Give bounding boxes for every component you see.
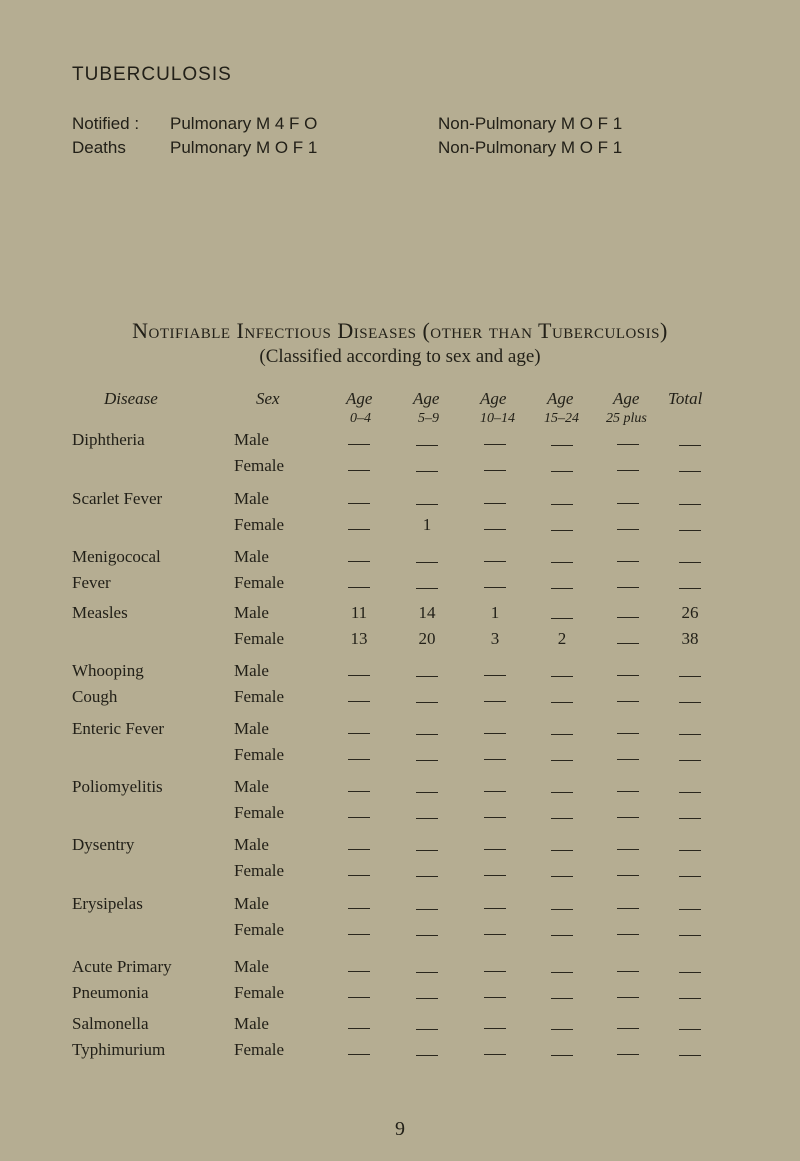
col-age-0-4-range: 0–4 [350, 411, 371, 426]
disease-label: Salmonella [72, 1014, 149, 1033]
empty-dash [617, 470, 639, 471]
empty-dash [348, 733, 370, 734]
section-heading: Notifiable Infectious Diseases (other than Tuberculosis) [132, 318, 668, 343]
empty-dash [416, 1029, 438, 1030]
col-age-0-4: Age [346, 389, 373, 408]
col-age-25-plus-range: 25 plus [606, 411, 647, 426]
empty-dash [617, 444, 639, 445]
col-age-15-24: Age [547, 389, 574, 408]
empty-dash [416, 818, 438, 819]
empty-dash [484, 444, 506, 445]
section-subheading: (Classified according to sex and age) [259, 346, 541, 367]
empty-dash [348, 908, 370, 909]
disease-label: Menigococal [72, 547, 161, 566]
empty-dash [348, 849, 370, 850]
empty-dash [416, 588, 438, 589]
empty-dash [551, 909, 573, 910]
empty-dash [484, 587, 506, 588]
empty-dash [679, 760, 701, 761]
empty-dash [348, 875, 370, 876]
age-value: 2 [557, 629, 567, 648]
empty-dash [348, 971, 370, 972]
empty-dash [348, 817, 370, 818]
empty-dash [348, 503, 370, 504]
age-value: 14 [418, 603, 436, 622]
empty-dash [416, 562, 438, 563]
notified-pulmonary: Pulmonary M 4 F O [170, 114, 318, 133]
empty-dash [617, 733, 639, 734]
empty-dash [484, 561, 506, 562]
disease-label: Dysentry [72, 835, 135, 854]
col-sex: Sex [256, 389, 280, 408]
empty-dash [484, 849, 506, 850]
empty-dash [679, 471, 701, 472]
empty-dash [348, 470, 370, 471]
empty-dash [348, 701, 370, 702]
empty-dash [348, 997, 370, 998]
empty-dash [416, 445, 438, 446]
empty-dash [617, 643, 639, 644]
empty-dash [484, 1054, 506, 1055]
sex-label-female: Female [234, 456, 285, 475]
empty-dash [679, 562, 701, 563]
disease-label: Whooping [72, 661, 144, 680]
empty-dash [416, 504, 438, 505]
sex-label-female: Female [234, 573, 285, 592]
sex-label-female: Female [234, 515, 285, 534]
empty-dash [551, 504, 573, 505]
empty-dash [617, 875, 639, 876]
col-age-15-24-range: 15–24 [544, 411, 579, 426]
disease-label: Cough [72, 687, 118, 706]
empty-dash [617, 908, 639, 909]
age-value: 11 [350, 603, 368, 622]
age-value: 1 [490, 603, 500, 622]
empty-dash [484, 817, 506, 818]
empty-dash [679, 676, 701, 677]
empty-dash [416, 850, 438, 851]
empty-dash [617, 529, 639, 530]
disease-label: Poliomyelitis [72, 777, 163, 796]
disease-label: Scarlet Fever [72, 489, 163, 508]
empty-dash [551, 876, 573, 877]
empty-dash [484, 997, 506, 998]
disease-label: Fever [72, 573, 111, 592]
empty-dash [617, 617, 639, 618]
sex-label-female: Female [234, 687, 285, 706]
total-value: 38 [681, 629, 699, 648]
col-age-10-14-range: 10–14 [480, 411, 515, 426]
empty-dash [551, 850, 573, 851]
empty-dash [416, 972, 438, 973]
empty-dash [679, 734, 701, 735]
empty-dash [416, 792, 438, 793]
sex-label-female: Female [234, 920, 285, 939]
sex-label-female: Female [234, 861, 285, 880]
empty-dash [484, 759, 506, 760]
page-number: 9 [395, 1118, 405, 1140]
empty-dash [348, 1028, 370, 1029]
notified-nonpulmonary: Non-Pulmonary M O F 1 [438, 114, 623, 133]
sex-label-female: Female [234, 1040, 285, 1059]
empty-dash [617, 587, 639, 588]
empty-dash [617, 701, 639, 702]
empty-dash [348, 759, 370, 760]
empty-dash [348, 791, 370, 792]
empty-dash [551, 588, 573, 589]
empty-dash [679, 1055, 701, 1056]
sex-label-female: Female [234, 983, 285, 1002]
disease-label: Pneumonia [72, 983, 149, 1002]
sex-label-male: Male [234, 603, 269, 622]
empty-dash [484, 503, 506, 504]
empty-dash [484, 1028, 506, 1029]
empty-dash [348, 1054, 370, 1055]
empty-dash [551, 676, 573, 677]
empty-dash [551, 445, 573, 446]
empty-dash [617, 561, 639, 562]
empty-dash [617, 1054, 639, 1055]
disease-label: Erysipelas [72, 894, 143, 913]
empty-dash [679, 909, 701, 910]
sex-label-male: Male [234, 547, 269, 566]
empty-dash [348, 675, 370, 676]
sex-label-male: Male [234, 719, 269, 738]
empty-dash [348, 561, 370, 562]
empty-dash [679, 935, 701, 936]
empty-dash [617, 1028, 639, 1029]
age-value: 3 [490, 629, 500, 648]
empty-dash [551, 562, 573, 563]
empty-dash [679, 702, 701, 703]
empty-dash [484, 675, 506, 676]
empty-dash [617, 503, 639, 504]
empty-dash [484, 934, 506, 935]
sex-label-male: Male [234, 661, 269, 680]
empty-dash [617, 997, 639, 998]
age-value: 1 [422, 515, 432, 534]
empty-dash [551, 618, 573, 619]
empty-dash [484, 701, 506, 702]
empty-dash [484, 908, 506, 909]
empty-dash [679, 876, 701, 877]
total-value: 26 [681, 603, 699, 622]
col-age-25-plus: Age [613, 389, 640, 408]
empty-dash [348, 444, 370, 445]
empty-dash [679, 850, 701, 851]
empty-dash [617, 849, 639, 850]
empty-dash [484, 875, 506, 876]
empty-dash [416, 676, 438, 677]
empty-dash [617, 934, 639, 935]
empty-dash [551, 818, 573, 819]
col-age-5-9-range: 5–9 [418, 411, 439, 426]
empty-dash [679, 972, 701, 973]
empty-dash [617, 791, 639, 792]
sex-label-male: Male [234, 957, 269, 976]
deaths-nonpulmonary: Non-Pulmonary M O F 1 [438, 138, 623, 157]
empty-dash [551, 702, 573, 703]
sex-label-male: Male [234, 489, 269, 508]
empty-dash [416, 471, 438, 472]
notified-label: Notified : [72, 114, 140, 133]
sex-label-male: Male [234, 894, 269, 913]
sex-label-male: Male [234, 430, 269, 449]
col-age-10-14: Age [480, 389, 507, 408]
empty-dash [551, 972, 573, 973]
empty-dash [484, 470, 506, 471]
disease-label: Typhimurium [72, 1040, 166, 1059]
empty-dash [551, 792, 573, 793]
empty-dash [679, 998, 701, 999]
empty-dash [551, 760, 573, 761]
empty-dash [484, 733, 506, 734]
empty-dash [416, 998, 438, 999]
sex-label-male: Male [234, 1014, 269, 1033]
col-total: Total [668, 389, 703, 408]
empty-dash [617, 759, 639, 760]
sex-label-male: Male [234, 777, 269, 796]
empty-dash [679, 792, 701, 793]
empty-dash [679, 445, 701, 446]
empty-dash [679, 1029, 701, 1030]
empty-dash [348, 529, 370, 530]
empty-dash [416, 734, 438, 735]
empty-dash [348, 587, 370, 588]
empty-dash [551, 935, 573, 936]
empty-dash [416, 876, 438, 877]
disease-label: Diphtheria [72, 430, 145, 449]
empty-dash [551, 998, 573, 999]
empty-dash [416, 935, 438, 936]
deaths-label: Deaths [72, 138, 126, 157]
empty-dash [484, 791, 506, 792]
empty-dash [551, 1029, 573, 1030]
empty-dash [416, 1055, 438, 1056]
empty-dash [484, 529, 506, 530]
page-title: TUBERCULOSIS [72, 64, 232, 85]
empty-dash [416, 760, 438, 761]
col-disease: Disease [104, 389, 158, 408]
empty-dash [679, 504, 701, 505]
empty-dash [617, 817, 639, 818]
empty-dash [416, 702, 438, 703]
disease-label: Acute Primary [72, 957, 172, 976]
disease-label: Measles [72, 603, 128, 622]
empty-dash [617, 971, 639, 972]
col-age-5-9: Age [413, 389, 440, 408]
empty-dash [416, 909, 438, 910]
empty-dash [679, 818, 701, 819]
empty-dash [551, 734, 573, 735]
empty-dash [679, 588, 701, 589]
empty-dash [617, 675, 639, 676]
empty-dash [484, 971, 506, 972]
sex-label-female: Female [234, 745, 285, 764]
age-value: 20 [418, 629, 436, 648]
sex-label-female: Female [234, 629, 285, 648]
age-value: 13 [350, 629, 368, 648]
sex-label-female: Female [234, 803, 285, 822]
sex-label-male: Male [234, 835, 269, 854]
deaths-pulmonary: Pulmonary M O F 1 [170, 138, 318, 157]
empty-dash [551, 530, 573, 531]
empty-dash [348, 934, 370, 935]
disease-label: Enteric Fever [72, 719, 165, 738]
empty-dash [551, 471, 573, 472]
empty-dash [551, 1055, 573, 1056]
empty-dash [679, 530, 701, 531]
